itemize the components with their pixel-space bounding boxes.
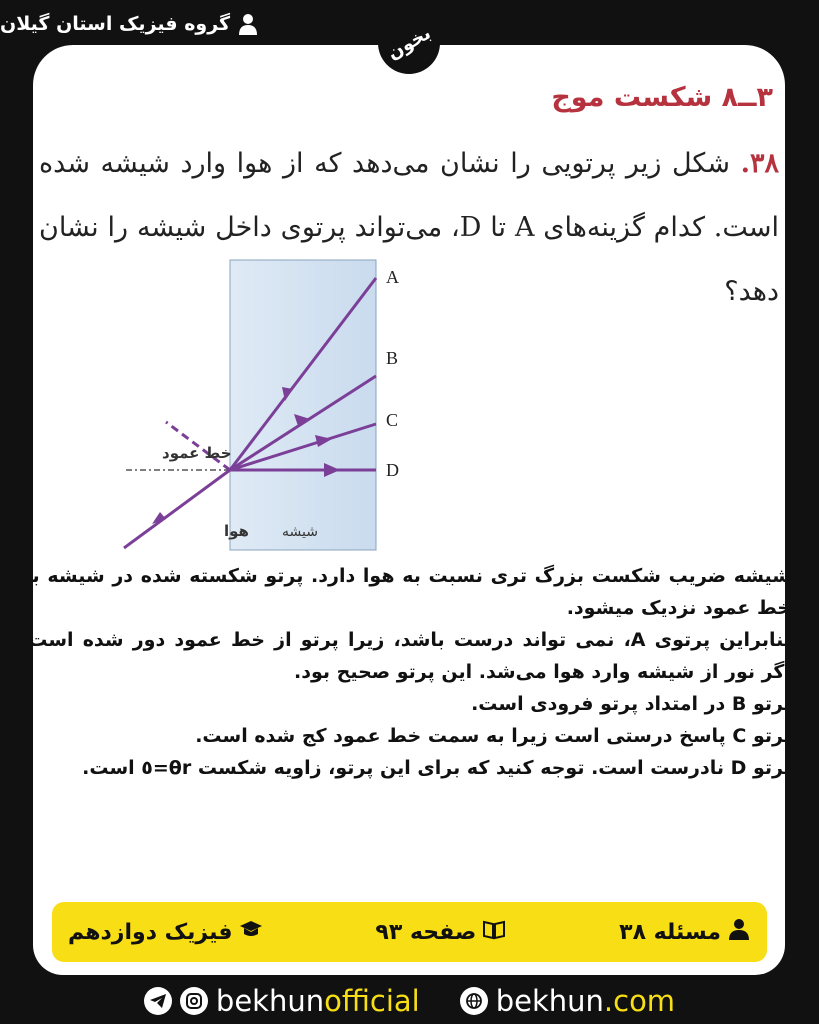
logo-text: بخون bbox=[383, 22, 435, 64]
site-prefix: bekhun bbox=[495, 984, 604, 1018]
group-name: گروه فیزیک استان گیلان bbox=[0, 13, 231, 35]
graduation-cap-icon bbox=[239, 918, 263, 946]
brand-logo bbox=[378, 12, 440, 74]
open-book-icon bbox=[482, 918, 506, 946]
book-label: فیزیک دوازدهم bbox=[68, 919, 233, 945]
bottom-bar bbox=[0, 978, 819, 1024]
user-icon bbox=[238, 13, 258, 35]
page-item bbox=[375, 918, 506, 946]
problem-label: مسئله ۳۸ bbox=[619, 919, 721, 945]
answer-line: بنابراین پرتوی A، نمی تواند درست باشد، زیرا پرتو از خط عمود دور شده است. اگر نور از شیشه وارد هوا می‌شد. این پرتو صحیح بود. bbox=[21, 629, 791, 683]
social-prefix: bekhun bbox=[215, 984, 325, 1018]
website-link[interactable] bbox=[460, 984, 675, 1018]
label-d: D bbox=[386, 460, 399, 480]
answer-block bbox=[21, 560, 791, 784]
label-c: C bbox=[386, 410, 399, 430]
globe-icon bbox=[460, 987, 488, 1015]
instagram-icon[interactable] bbox=[180, 987, 208, 1015]
telegram-icon[interactable] bbox=[144, 987, 172, 1015]
label-normal: خط عمود bbox=[162, 444, 232, 462]
incident-ray bbox=[124, 470, 230, 548]
site-suffix: .com bbox=[603, 984, 676, 1018]
answer-line: شیشه ضریب شکست بزرگ تری نسبت به هوا دارد. پرتو شکسته شده در شیشه به خط عمود نزدیک میشود. bbox=[21, 565, 791, 619]
label-glass: شیشه bbox=[282, 524, 318, 540]
label-air: هوا bbox=[224, 522, 249, 540]
answer-line: پرتو D نادرست است. توجه کنید که برای این پرتو، زاویه شکست θr=٥ است. bbox=[82, 757, 791, 779]
question-text: شکل زیر پرتویی را نشان می‌دهد که از هوا وارد شیشه شده است. کدام گزینه‌های A تا D، می‌تواند پرتوی داخل شیشه را نشان دهد؟ bbox=[39, 148, 780, 307]
section-heading: ۳ــ۸ شکست موج bbox=[551, 82, 773, 113]
page-label: صفحه ۹۳ bbox=[375, 919, 477, 945]
social-suffix: official bbox=[324, 984, 420, 1018]
social-handle[interactable] bbox=[144, 984, 420, 1018]
question-number: ۳۸. bbox=[740, 148, 779, 179]
glass-block bbox=[230, 260, 376, 550]
refraction-diagram bbox=[86, 256, 426, 556]
student-icon bbox=[727, 918, 751, 946]
book-item bbox=[68, 918, 262, 946]
label-b: B bbox=[386, 348, 399, 368]
answer-line: پرتو C پاسخ درستی است زیرا به سمت خط عمود کج شده است. bbox=[195, 725, 791, 747]
problem-item bbox=[619, 918, 751, 946]
footer-info-bar bbox=[52, 902, 767, 962]
label-a: A bbox=[386, 267, 399, 287]
answer-line: پرتو B در امتداد پرتو فرودی است. bbox=[471, 693, 791, 715]
